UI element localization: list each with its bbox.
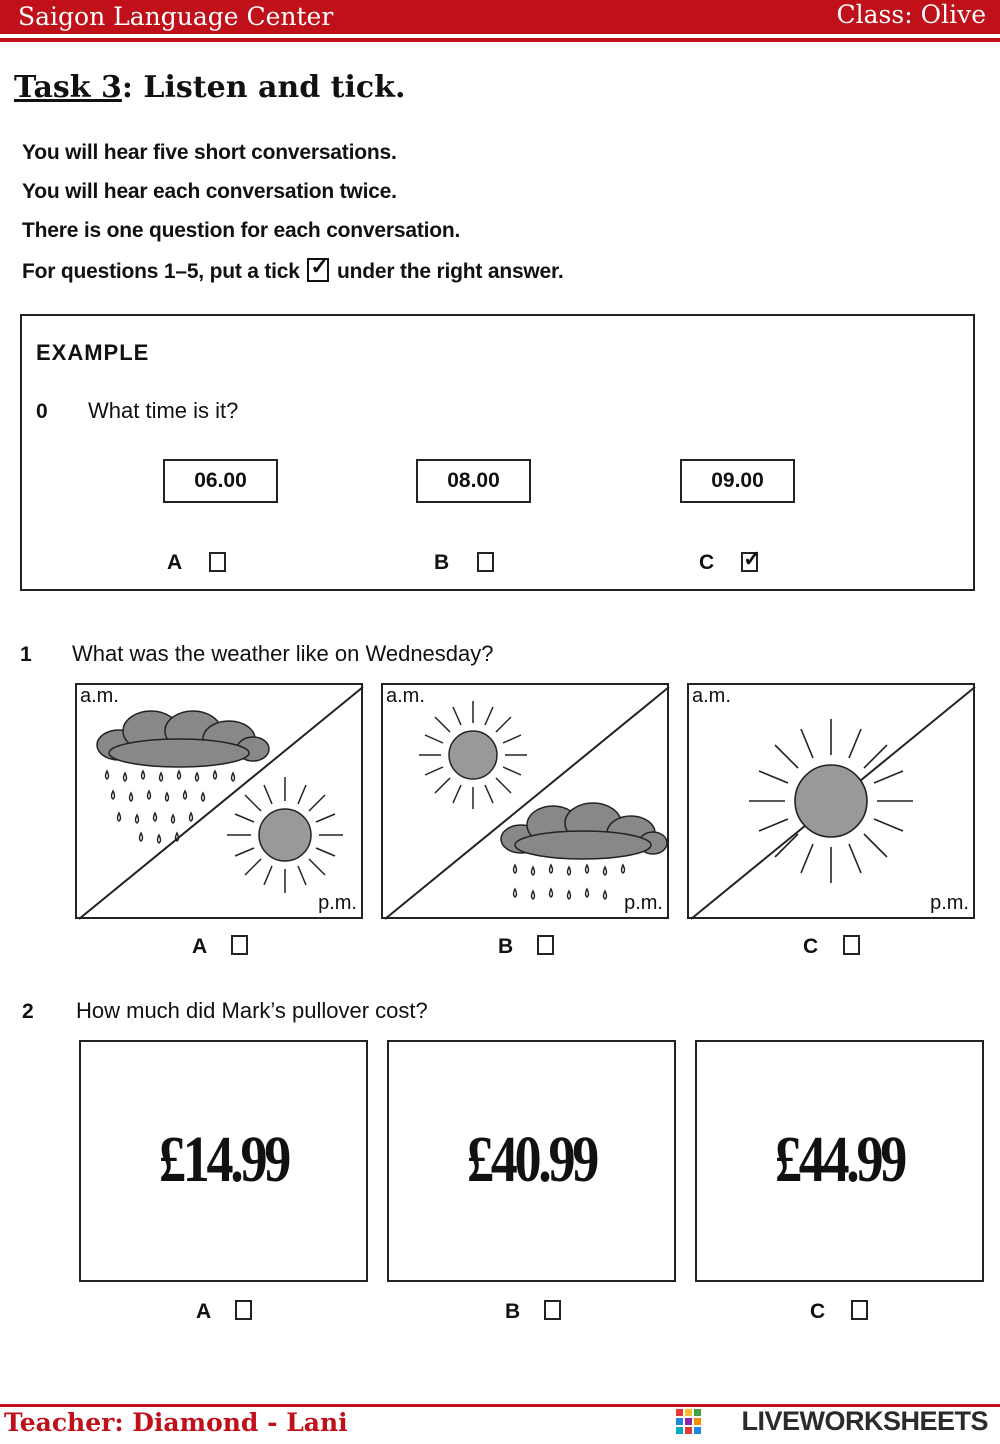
- example-checkbox-b[interactable]: [477, 552, 494, 572]
- header-divider: [0, 38, 1000, 42]
- q1-checkbox-c[interactable]: [843, 935, 860, 955]
- am-label-a: a.m.: [80, 685, 119, 707]
- example-box: [20, 314, 975, 591]
- q1-question: What was the weather like on Wednesday?: [72, 641, 494, 666]
- am-label-c: a.m.: [692, 685, 731, 707]
- q1-checkbox-a[interactable]: [231, 935, 248, 955]
- instruction-line-4-end: under the right answer.: [337, 260, 564, 283]
- time-option-b: 08.00: [416, 459, 531, 503]
- liveworksheets-brand: LIVEWORKSHEETS: [741, 1406, 988, 1436]
- instruction-line-4-start: For questions 1–5, put a tick: [22, 260, 300, 283]
- example-letter-c: C: [699, 551, 715, 574]
- time-option-c: 09.00: [680, 459, 795, 503]
- liveworksheets-logo-icon: [676, 1409, 702, 1435]
- price-b: £40.99: [466, 1123, 597, 1196]
- task-title: [14, 70, 405, 105]
- weather-b-picture: [383, 685, 671, 921]
- pm-label-b: p.m.: [624, 892, 663, 914]
- example-question: What time is it?: [88, 398, 239, 423]
- q2-checkbox-b[interactable]: [544, 1300, 561, 1320]
- am-label-b: a.m.: [386, 685, 425, 707]
- q2-number: 2: [22, 1000, 34, 1023]
- q1-letter-c: C: [803, 935, 819, 958]
- price-panel-c: [695, 1040, 984, 1282]
- cloud-icon: [97, 711, 269, 767]
- task-number: Task 3: [14, 70, 122, 105]
- cloud-icon: [501, 803, 667, 859]
- example-checkbox-c[interactable]: [741, 552, 758, 572]
- class-label: Class: Olive: [836, 0, 986, 29]
- q1-checkbox-b[interactable]: [537, 935, 554, 955]
- weather-panel-b: [381, 683, 669, 919]
- weather-c-picture: [689, 685, 977, 921]
- instruction-line-3: There is one question for each conversation.: [22, 219, 461, 242]
- example-letter-a: A: [167, 551, 183, 574]
- instruction-line-1: You will hear five short conversations.: [22, 141, 397, 164]
- example-checkbox-a[interactable]: [209, 552, 226, 572]
- instruction-line-2: You will hear each conversation twice.: [22, 180, 397, 203]
- q2-checkbox-c[interactable]: [851, 1300, 868, 1320]
- example-number: 0: [36, 400, 48, 423]
- pm-label-a: p.m.: [318, 892, 357, 914]
- sun-icon: [749, 719, 913, 883]
- tick-box-icon: [307, 258, 329, 282]
- weather-a-picture: [77, 685, 365, 921]
- weather-panel-c: [687, 683, 975, 919]
- example-letter-b: B: [434, 551, 450, 574]
- price-panel-b: [387, 1040, 676, 1282]
- price-panel-a: [79, 1040, 368, 1282]
- q2-checkbox-a[interactable]: [235, 1300, 252, 1320]
- sun-icon: [227, 777, 343, 893]
- time-option-a: 06.00: [163, 459, 278, 503]
- q2-letter-b: B: [505, 1300, 521, 1323]
- price-c: £44.99: [774, 1123, 905, 1196]
- pm-label-c: p.m.: [930, 892, 969, 914]
- q1-letter-a: A: [192, 935, 208, 958]
- q1-letter-b: B: [498, 935, 514, 958]
- rain-drops: [514, 865, 625, 899]
- teacher-name: Teacher: Diamond - Lani: [4, 1408, 348, 1437]
- instruction-line-4: [22, 258, 564, 284]
- weather-panel-a: [75, 683, 363, 919]
- task-title-text: : Listen and tick.: [121, 70, 406, 105]
- q2-letter-c: C: [810, 1300, 826, 1323]
- school-name: Saigon Language Center: [18, 2, 334, 31]
- q1-number: 1: [20, 643, 32, 666]
- sun-icon: [419, 701, 527, 809]
- example-label: EXAMPLE: [36, 340, 150, 365]
- q2-question: How much did Mark’s pullover cost?: [76, 998, 428, 1023]
- price-a: £14.99: [158, 1123, 289, 1196]
- q2-letter-a: A: [196, 1300, 212, 1323]
